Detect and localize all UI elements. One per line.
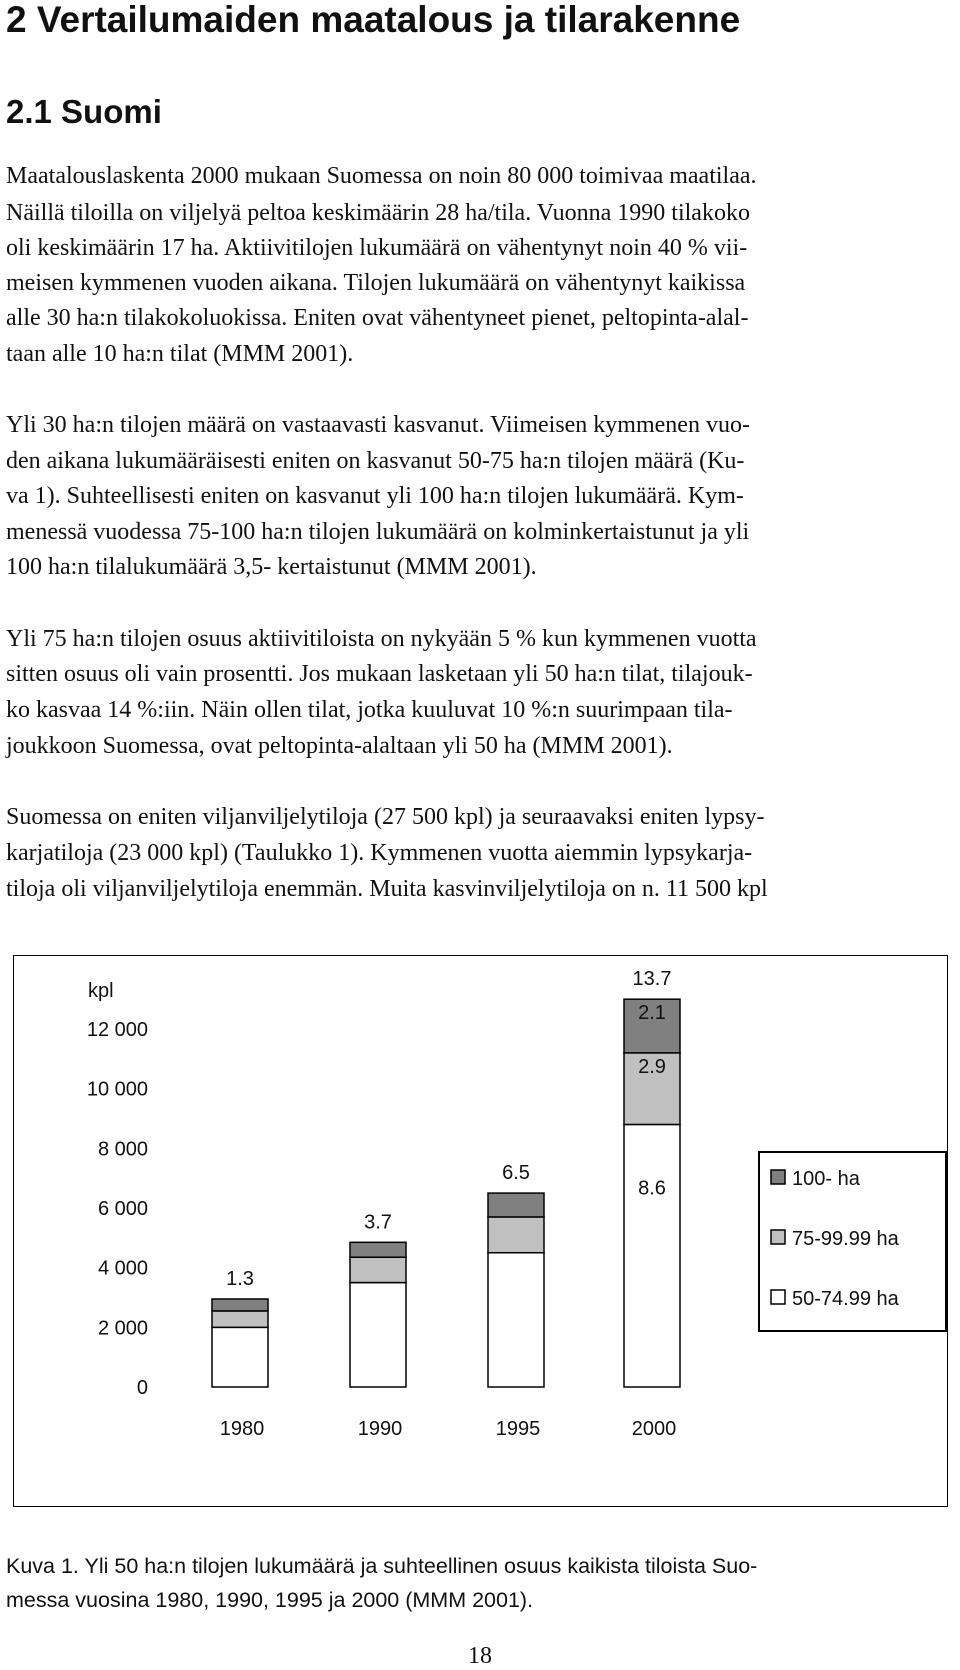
body-line: tiloja oli viljanviljelytiloja enemmän. Muita kasvinviljelytiloja on n. 11 500 kpl	[6, 876, 768, 902]
y-tick-label: 10 000	[86, 1078, 148, 1101]
bar-value-label: 1.3	[226, 1267, 254, 1290]
y-tick-label: 2 000	[97, 1317, 148, 1340]
bar-value-label: 13.7	[632, 968, 672, 991]
body-line: ko kasvaa 14 %:iin. Näin ollen tilat, jotka kuuluvat 10 %:n suurimpaan tila-	[6, 697, 733, 723]
bar-segment	[350, 1283, 406, 1387]
bar-segment-label: 8.6	[638, 1177, 666, 1200]
body-line: taan alle 10 ha:n tilat (MMM 2001).	[6, 341, 354, 367]
figure-caption-line: messa vuosina 1980, 1990, 1995 ja 2000 (MMM 2001).	[6, 1588, 534, 1612]
bar-segment	[350, 1242, 406, 1257]
y-axis-label: kpl	[88, 980, 114, 1002]
bar-segment	[212, 1311, 268, 1327]
bar-segment-label: 2.9	[638, 1055, 666, 1078]
bar-segment	[212, 1327, 268, 1387]
body-line: den aikana lukumääräisesti eniten on kasvanut 50-75 ha:n tilojen määrä (Ku-	[6, 448, 745, 474]
bar-value-label: 3.7	[364, 1211, 392, 1234]
body-line: Näillä tiloilla on viljelyä peltoa keskimäärin 28 ha/tila. Vuonna 1990 tilakoko	[6, 200, 750, 226]
figure-caption-line: Kuva 1. Yli 50 ha:n tilojen lukumäärä ja suhteellinen osuus kaikista tiloista Suo-	[6, 1554, 758, 1578]
body-line: Yli 30 ha:n tilojen määrä on vastaavasti kasvanut. Viimeisen kymmenen vuo-	[6, 412, 750, 438]
bar-segment-label: 2.1	[638, 1002, 666, 1025]
bar-value-label: 6.5	[502, 1162, 530, 1185]
bar-segment	[350, 1257, 406, 1282]
body-line: oli keskimäärin 17 ha. Aktiivitilojen lukumäärä on vähentynyt noin 40 % vii-	[6, 235, 748, 261]
bar-segment	[624, 1124, 680, 1387]
legend-swatch	[771, 1230, 785, 1244]
body-line: Yli 75 ha:n tilojen osuus aktiivitiloista on nykyään 5 % kun kymmenen vuotta	[6, 626, 757, 652]
y-tick-label: 4 000	[97, 1257, 148, 1280]
legend-label: 100- ha	[792, 1168, 860, 1190]
body-line: sitten osuus oli vain prosentti. Jos mukaan lasketaan yli 50 ha:n tilat, tilajouk-	[6, 661, 753, 687]
subsection-heading: 2.1 Suomi	[6, 93, 162, 130]
y-tick-label: 12 000	[86, 1019, 148, 1041]
page-number: 18	[468, 1643, 492, 1669]
bar-segment	[212, 1299, 268, 1311]
body-line: 100 ha:n tilalukumäärä 3,5- kertaistunut (MMM 2001).	[6, 554, 537, 580]
body-line: joukkoon Suomessa, ovat peltopinta-alaltaan yli 50 ha (MMM 2001).	[6, 733, 673, 759]
y-tick-label: 8 000	[97, 1138, 148, 1161]
legend-swatch	[771, 1170, 785, 1184]
legend-label: 75-99.99 ha	[792, 1228, 899, 1250]
body-line: alle 30 ha:n tilakokoluokissa. Eniten ovat vähentyneet pienet, peltopinta-alal-	[6, 305, 749, 331]
y-tick-label: 6 000	[97, 1198, 148, 1220]
section-heading: 2 Vertailumaiden maatalous ja tilarakenne	[6, 0, 741, 40]
x-tick-label: 2000	[631, 1418, 677, 1440]
y-tick-label: 0	[136, 1377, 148, 1399]
x-tick-label: 1995	[495, 1418, 541, 1440]
body-line: va 1). Suhteellisesti eniten on kasvanut yli 100 ha:n tilojen lukumäärä. Kym-	[6, 483, 744, 509]
x-tick-label: 1990	[357, 1418, 403, 1440]
legend-swatch	[771, 1290, 785, 1304]
bar-segment	[488, 1217, 544, 1253]
body-line: Maatalouslaskenta 2000 mukaan Suomessa on noin 80 000 toimivaa maatilaa.	[6, 163, 757, 189]
bar-segment	[488, 1253, 544, 1387]
legend-label: 50-74.99 ha	[792, 1288, 899, 1310]
bar-segment	[488, 1193, 544, 1217]
body-line: meisen kymmenen vuoden aikana. Tilojen lukumäärä on vähentynyt kaikissa	[6, 270, 746, 296]
x-tick-label: 1980	[219, 1418, 265, 1440]
body-line: karjatiloja (23 000 kpl) (Taulukko 1). Kymmenen vuotta aiemmin lypsykarja-	[6, 840, 753, 866]
body-line: Suomessa on eniten viljanviljelytiloja (27 500 kpl) ja seuraavaksi eniten lypsy-	[6, 804, 765, 830]
body-line: menessä vuodessa 75-100 ha:n tilojen lukumäärä on kolminkertaistunut ja yli	[6, 519, 750, 545]
